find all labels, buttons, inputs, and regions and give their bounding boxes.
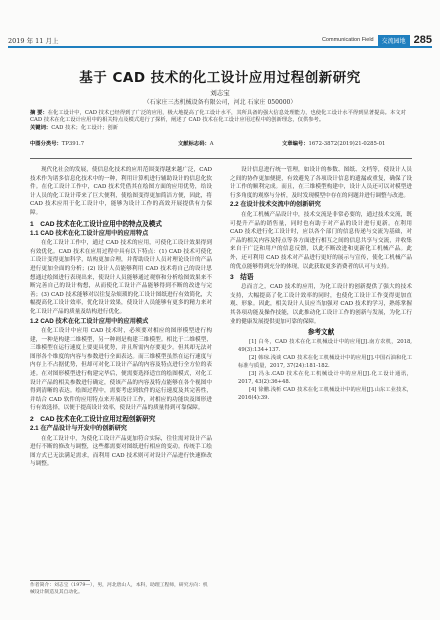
reference-item: [2] 韩琼.浅谈 CAD 技术在化工机械设计中的应用[J].中国石油和化工标准与质量，2017, 37(24):181-182.	[238, 355, 412, 370]
section-1-1-heading: 1.1 CAD 技术在化工设计应用中的应用特点	[30, 229, 149, 237]
body-right-column	[230, 166, 412, 402]
abstract-block	[30, 110, 412, 132]
column-field: Communication Field	[321, 37, 374, 43]
reference-item: [1] 白冬，CAD 技术在化工机械设计中的应用[J].南方农机，2018, 49(3):134+137.	[238, 339, 412, 354]
section-1-1-paragraph: 在化工设计工作中，通过 CAD 技术的应用，可使化工设计效果得到有效优化。CAD 技术在应用过程中具有以下特点：(1) CAD 技术可使化工设计变得更加科学，结构更加合理，并帮助设计人员对理论设计的产品进行更加全面的分析；(2) 设计人员能够利用 CAD 技术将自己的设计思想通过绘图进行表现出来，使设计人员能够通过观察和分析绘图效果来不断完善自己的设计构想，从而使化工设计产品能够得到不断的改进与完善；(3) CAD 技术能够对以往复杂烦琐的化工设计图纸进行有效简化，大幅提高化工设计效率，优化设计效果，使设计人员能够有更多的精力来对化工设计产品的质量及结构进行优化。	[30, 240, 212, 315]
clc-label: 中图分类号：	[30, 141, 62, 147]
body-left-column	[30, 166, 212, 469]
doccode-label: 文献标志码：	[178, 141, 210, 147]
keywords-text: CAD 技术；化工设计；创新	[51, 124, 118, 131]
page-header	[0, 0, 440, 48]
header-rule	[8, 46, 432, 48]
document-code	[178, 139, 214, 147]
abstract-label: 摘 要：	[30, 110, 48, 116]
keywords-label: 关键词：	[30, 124, 52, 131]
header-right	[322, 34, 432, 46]
clc-number	[30, 139, 84, 147]
doccode-value: A	[209, 141, 214, 147]
section-2-2-paragraph: 在化工机械产品设计中，技术交流是非常必要的，通过技术交流，既可提升产品的销售量，同时也有助于对产品的设计进行更新。在利用 CAD 技术进行化工设计时，应以各个部门的信息传递与交流为基础，对产品的相关内容及特点等各方面进行相互之间的信息共享与交流，并收集来自于广泛和用户的信息反馈，以此不断改进和更新化工机械产品。此外，还可利用 CAD 技术对产品进行更好的展示与宣传，使化工机械产品的优点能够得到充分的体现，以此获取更多消费者的认可与支持。	[230, 211, 412, 270]
issue-date: 2019 年 11 月上	[8, 37, 59, 45]
article-title: 基于 CAD 技术的化工设计应用过程创新研究	[79, 70, 361, 86]
abstract-text: 在化工设计中，CAD 技术已经得到了广泛的应用，极大地提高了化工设计水平，其所具备的强大信息处理能力，也使化工设计水平得到显著提高。本文对 CAD 技术在化工设计应用中的相关特点及模式进行了探析，阐述了 CAD 技术在化工设计应用过程中的创新理念，仅供参考。	[30, 110, 406, 124]
references-heading: 参考文献	[307, 329, 335, 337]
clc-value: TP391.7	[61, 141, 85, 147]
section-2-heading: 2 CAD 技术在化工设计应用过程创新研究	[30, 416, 156, 424]
abstract-divider	[30, 158, 412, 159]
page-number: 285	[413, 34, 432, 46]
reference-item: [3] 冯永.CAD 技术在化工机械设计中的应用[J].化工设计通讯，2017, 43(2):36+48.	[238, 371, 412, 386]
section-2-1-paragraph: 在化工设计中，为使化工设计产品更加符合实际，往往需对设计产品进行不断的修改与调整，这些都需要对图纸进行相应的变动。传统手工绘图方式已无法满足需求，而利用 CAD 技术则可对设计产品进行快速修改与调整。	[30, 435, 212, 468]
reference-item: [4] 徐鹏.浅析 CAD 技术在化工机械设计中的应用[J].山东工业技术，2016(4):39.	[238, 387, 412, 402]
section-2-1-continued: 设计信息进行统一管理，如设计的参数、图纸、文档等，使设计人员之间的协作更加便捷，有效避免了各项设计信息的遗漏或重复，确保了设计工作的顺利完成。而且，在三维模型构建中，设计人员还可以对模型进行多角度的观察与分析，及时发现模型中存在的问题并进行调整与改进。	[230, 167, 412, 199]
column-badge: 交流园地	[378, 35, 410, 46]
footnote-rule	[30, 580, 90, 581]
section-2-1-heading: 2.1 在产品设计与开发中的创新研究	[30, 425, 127, 433]
artno-value: 1672-3872(2019)21-0285-01	[308, 141, 386, 147]
section-2-2-heading: 2.2 在设计技术交流中的创新研究	[230, 201, 321, 209]
artno-label: 文章编号：	[282, 141, 309, 147]
conclusion-paragraph: 总而言之，CAD 技术的应用，为化工设计的创新提供了强大的技术支持，大幅提高了化工设计效率的同时，也使化工设计工作变得更加直观、形象。因此，相关设计人员应当加强对 CAD 技术的学习，熟练掌握其各项功能及操作技能，以此推动化工设计工作的创新与发展，为化工行业的健康发展提供更加可靠的保障。	[230, 284, 412, 325]
intro-paragraph: 现代化社会的发展，使信息化技术的应用范围变得越来越广泛，CAD 技术作为诸多信息化技术中的一种，利用计算机进行辅助设计的信息化软件。在化工设计工作中，CAD 技术凭借其在绘图方面的应用优势，给设计人员的化工设计带来了巨大便利，使绘图变得更加简洁方便，因此，将 CAD 技术应用于化工设计中，能够为设计工作的高效开展提供有力保障。	[30, 167, 212, 216]
section-1-2-heading: 1.2 CAD 技术在化工设计应用中的应用模式	[30, 317, 149, 325]
article-author: 刘志宝	[210, 89, 230, 97]
author-affiliation: （石家庄三杰机械设备有限公司，河北 石家庄 050000）	[143, 99, 297, 106]
article-number	[282, 139, 385, 147]
section-1-2-paragraph: 在化工设计中应用 CAD 技术时，必须要对相应的图形模型进行构建，一种是构建二维模型，另一种则是构建三维模型。相比于二维模型，三维模型在运行速度上要更具优势，并且所需内存要更少。但其却无法对图形各个维度的内容与参数进行全面表达。而三维模型虽然在运行速度与内存上不占据优势，但却可对化工设计产品的内容及特点进行全方位的表述。在对图形模型进行构建完毕后，便需要选择适宜的绘图模式，对化工设计产品的相关参数进行确定，使该产品的内容及特点能够在各个视图中得到清晰的表达。绘图过程中，需要考虑到软件的运行速度及其完善性，并结合 CAD 软件的应用特点来开展设计工作，对相应的功能块及图形进行有效选择，以便于提高设计效率，使设计产品的质量得到可靠保障。	[30, 328, 212, 412]
section-3-heading: 3 结语	[230, 274, 254, 282]
author-footnote: 作者简介：刘志宝（1979—），男，河北唐山人，本科，助理工程师，研究方向：机械设计制造及其自动化。	[30, 583, 208, 595]
section-1-heading: 1 CAD 技术在化工设计应用中的特点及模式	[30, 220, 162, 228]
